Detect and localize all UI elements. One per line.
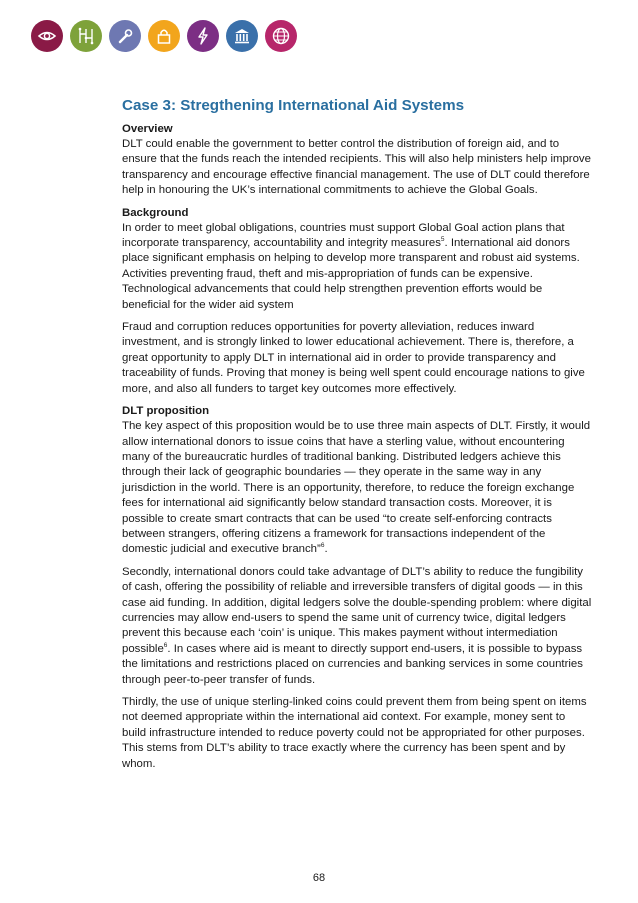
page-number: 68 [312, 872, 326, 884]
footnote-ref: 6 [163, 641, 168, 649]
proposition-paragraph-2: Secondly, international donors could take advantage of DLT’s ability to reduce the fungibility of cash, offering the possibility of reliable and irreversible transfers of digital goods — in this case aid funding. In addition, digital ledgers solve the double-spending problem: where digital currencies may allow end-users to spend the same unit of currency twice, digital ledgers prevent this because each ‘coin’ is unique. This makes payment without intermediation possible$^6$. In cases where aid is meant to directly support end-users, it is possible to bypass the limitations and restrictions placed on currencies and banking services in some countries through peer-to-peer transfer of funds. [122, 565, 592, 686]
wrench-icon [115, 26, 135, 46]
eye-icon [37, 26, 57, 46]
category-icon-row [31, 20, 304, 54]
overview-paragraph: DLT could enable the government to better control the distribution of foreign aid, and to ensure that the funds reach the intended recipients. This will also help ministers help improve transparency and encourage effective financial management. The use of DLT could therefore help in honouring the UK’s international commitments to achieve the Global Goals. [122, 138, 591, 197]
document-body [122, 97, 592, 779]
background-paragraph-1: In order to meet global obligations, countries must support Global Goal action plans that incorporate transparency, accountability and integrity measures$^5$. International aid donors place significant emphasis on helping to develop more transparent and robust aid systems. Activities preventing fraud, theft and mis-appropriation of funds can be expensive. Technological advancements that could help strengthen prevention efforts would be beneficial for the wider aid system [122, 221, 580, 311]
eye-icon-badge [31, 20, 63, 52]
footnote-ref: 5 [440, 236, 445, 244]
circuit-icon-badge [70, 20, 102, 52]
proposition-paragraph-3: Thirdly, the use of unique sterling-linked coins could prevent them from being spent on items not deemed appropriate within the international aid context. For example, money sent to build infrastructure intended to reduce poverty could not be appropriated for other purposes. This stems from DLT’s ability to trace exactly where the currency has been spent and by whom. [122, 696, 587, 770]
padlock-icon [154, 26, 174, 46]
bank-building-icon-badge [226, 20, 258, 52]
section-heading-background: Background [122, 206, 189, 219]
globe-icon [271, 26, 291, 46]
proposition-paragraph-1: The key aspect of this proposition would be to use three main aspects of DLT. Firstly, it would allow international donors to issue coins that have a sterling value, without encountering many of the bureaucratic hurdles of traditional banking. Distributed ledgers achieve this through their lack of geographic boundaries — they operate in the same way in any jurisdiction in the world. There is an opportunity, therefore, to reduce the foreign exchange fees for international aid significantly below standard transaction costs. Moreover, it is possible to create smart contracts that can be used “to create self-enforcing contracts between strangers, offering citizens a framework for transactions independent of the domestic judicial and executive branch”$^6$. [122, 420, 591, 556]
bank-building-icon [232, 26, 252, 46]
section-heading-dlt-proposition: DLT proposition [122, 405, 210, 418]
section-heading-overview: Overview [122, 123, 173, 135]
wrench-icon-badge [109, 20, 141, 52]
footnote-ref: 6 [320, 542, 325, 550]
padlock-icon-badge [148, 20, 180, 52]
page-title: Case 3: Stregthening International Aid Systems [122, 97, 465, 114]
globe-icon-badge [265, 20, 297, 52]
circuit-icon [76, 26, 96, 46]
lightning-icon [193, 26, 213, 46]
background-paragraph-2: Fraud and corruption reduces opportunities for poverty alleviation, reduces inward investment, and is strongly linked to lower educational achievement. There is, therefore, a great opportunity to apply DLT in international aid in order to provide transparency and traceability of funds. Proving that money is being well spent could encourage nations to give more, and also all funders to target key outcomes more effectively. [122, 321, 585, 395]
lightning-icon-badge [187, 20, 219, 52]
